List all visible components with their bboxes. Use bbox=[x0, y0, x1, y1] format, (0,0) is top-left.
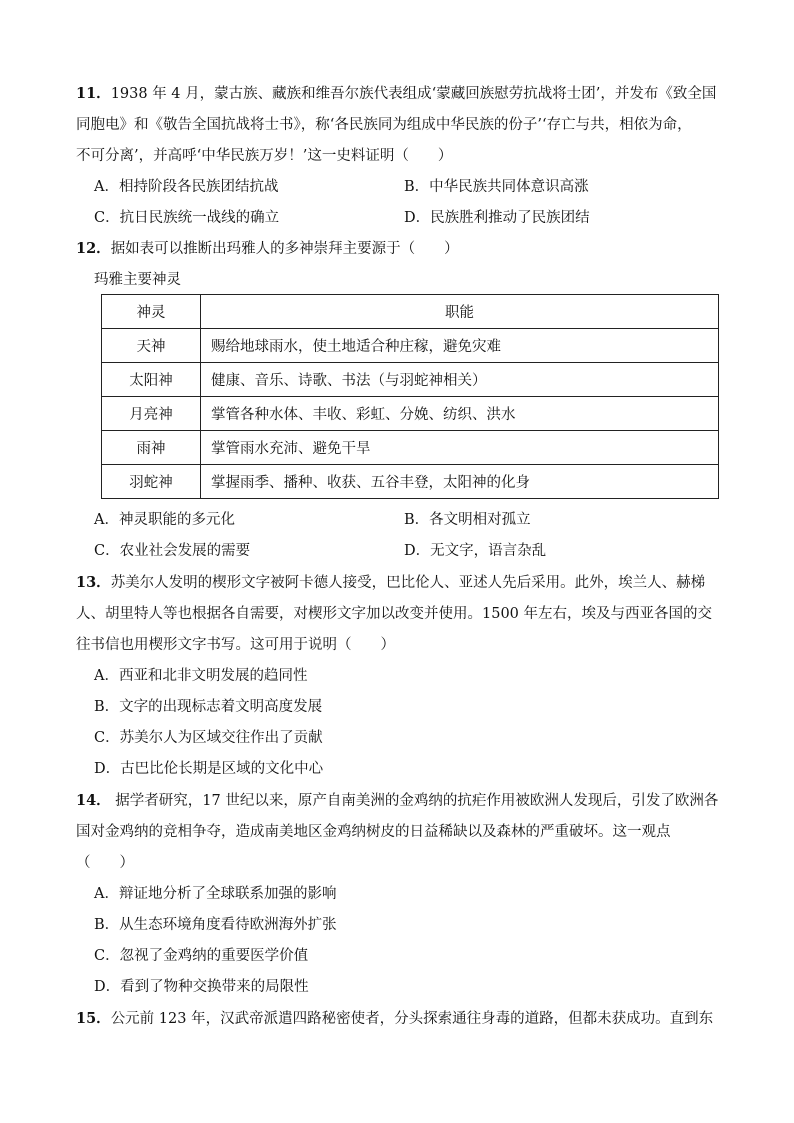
q12-table-caption: 玛雅主要神灵 bbox=[94, 272, 181, 288]
maya-gods-table bbox=[101, 294, 719, 499]
q11-line-1 bbox=[76, 84, 716, 104]
table-row bbox=[102, 363, 719, 397]
table-cell-god: 天神 bbox=[102, 329, 201, 363]
q13-line-2: 人、胡里特人等也根据各自需要，对楔形文字加以改变并使用。1500 年左右，埃及与西亚各国的交 bbox=[76, 606, 713, 622]
q11-option-a[interactable]: A．相持阶段各民族团结抗战 bbox=[94, 179, 279, 195]
q11-line-2: 同胞电》和《敬告全国抗战将士书》，称‘各民族同为组成中华民族的份子’‘存亡与共，相依为命， bbox=[76, 117, 692, 133]
q14-option-d[interactable]: D．看到了物种交换带来的局限性 bbox=[94, 979, 309, 995]
q12-stem: 据如表可以推断出玛雅人的多神崇拜主要源于（ ） bbox=[110, 241, 459, 257]
table-cell-god: 雨神 bbox=[102, 431, 201, 465]
q12-option-c[interactable]: C．农业社会发展的需要 bbox=[94, 543, 251, 559]
table-cell-role: 健康、音乐、诗歌、书法（与羽蛇神相关） bbox=[201, 363, 719, 397]
q13-option-a[interactable]: A．西亚和北非文明发展的趋同性 bbox=[94, 668, 308, 684]
q13-option-b[interactable]: B．文字的出现标志着文明高度发展 bbox=[94, 699, 323, 715]
table-cell-god: 羽蛇神 bbox=[102, 465, 201, 499]
q15-number: 15． bbox=[76, 1010, 111, 1027]
table-row bbox=[102, 397, 719, 431]
q13-option-c[interactable]: C．苏美尔人为区域交往作出了贡献 bbox=[94, 730, 323, 746]
q12-option-d[interactable]: D．无文字，语言杂乱 bbox=[404, 543, 547, 559]
table-cell-role: 掌管各种水体、丰收、彩虹、分娩、纺织、洪水 bbox=[201, 397, 719, 431]
q13-option-d[interactable]: D．古巴比伦长期是区域的文化中心 bbox=[94, 761, 324, 777]
table-cell-role: 赐给地球雨水，使土地适合种庄稼，避免灾难 bbox=[201, 329, 719, 363]
q14-line-1 bbox=[76, 791, 718, 811]
table-header-god: 神灵 bbox=[102, 295, 201, 329]
q13-number: 13． bbox=[76, 574, 111, 591]
q11-option-b[interactable]: B．中华民族共同体意识高涨 bbox=[404, 179, 589, 195]
q11-number: 11． bbox=[76, 85, 111, 102]
q12-option-a[interactable]: A．神灵职能的多元化 bbox=[94, 512, 235, 528]
table-cell-role: 掌握雨季、播种、收获、五谷丰登，太阳神的化身 bbox=[201, 465, 719, 499]
table-row bbox=[102, 329, 719, 363]
q11-line-3: 不可分离’，并高呼‘中华民族万岁！’这一史料证明（ ） bbox=[76, 148, 453, 164]
q11-option-c[interactable]: C．抗日民族统一战线的确立 bbox=[94, 210, 280, 226]
table-cell-role: 掌管雨水充沛、避免干旱 bbox=[201, 431, 719, 465]
table-cell-god: 月亮神 bbox=[102, 397, 201, 431]
q14-option-a[interactable]: A．辩证地分析了全球联系加强的影响 bbox=[94, 886, 337, 902]
q15-text-1: 公元前 123 年，汉武帝派遣四路秘密使者，分头探索通往身毒的道路，但都未获成功。直到东 bbox=[110, 1011, 714, 1027]
q14-line-2: 国对金鸡纳的竞相争夺，造成南美地区金鸡纳树皮的日益稀缺以及森林的严重破坏。这一观点 bbox=[76, 824, 671, 840]
q14-text-1: 据学者研究，17 世纪以来，原产自南美洲的金鸡纳的抗疟作用被欧洲人发现后，引发了欧洲各 bbox=[110, 793, 719, 809]
table-cell-god: 太阳神 bbox=[102, 363, 201, 397]
table-row bbox=[102, 431, 719, 465]
q12-option-b[interactable]: B．各文明相对孤立 bbox=[404, 512, 531, 528]
q14-number: 14． bbox=[76, 792, 111, 809]
q14-line-3: （ ） bbox=[76, 855, 134, 871]
table-header-row bbox=[102, 295, 719, 329]
q13-line-1 bbox=[76, 573, 705, 593]
q14-option-b[interactable]: B．从生态环境角度看待欧洲海外扩张 bbox=[94, 917, 337, 933]
q15-line-1 bbox=[76, 1009, 713, 1029]
table-header-role: 职能 bbox=[201, 295, 719, 329]
q14-option-c[interactable]: C．忽视了金鸡纳的重要医学价值 bbox=[94, 948, 309, 964]
q13-text-1: 苏美尔人发明的楔形文字被阿卡德人接受，巴比伦人、亚述人先后采用。此外，埃兰人、赫梯 bbox=[110, 575, 706, 591]
q11-text-1: 1938 年 4 月，蒙古族、藏族和维吾尔族代表组成‘蒙藏回族慰劳抗战将士团’，并发布《致全国 bbox=[110, 86, 717, 102]
q12-line-1 bbox=[76, 239, 459, 259]
q11-option-d[interactable]: D．民族胜利推动了民族团结 bbox=[404, 210, 590, 226]
table-row bbox=[102, 465, 719, 499]
q13-line-3: 往书信也用楔形文字书写。这可用于说明（ ） bbox=[76, 637, 395, 653]
q12-number: 12． bbox=[76, 240, 111, 257]
